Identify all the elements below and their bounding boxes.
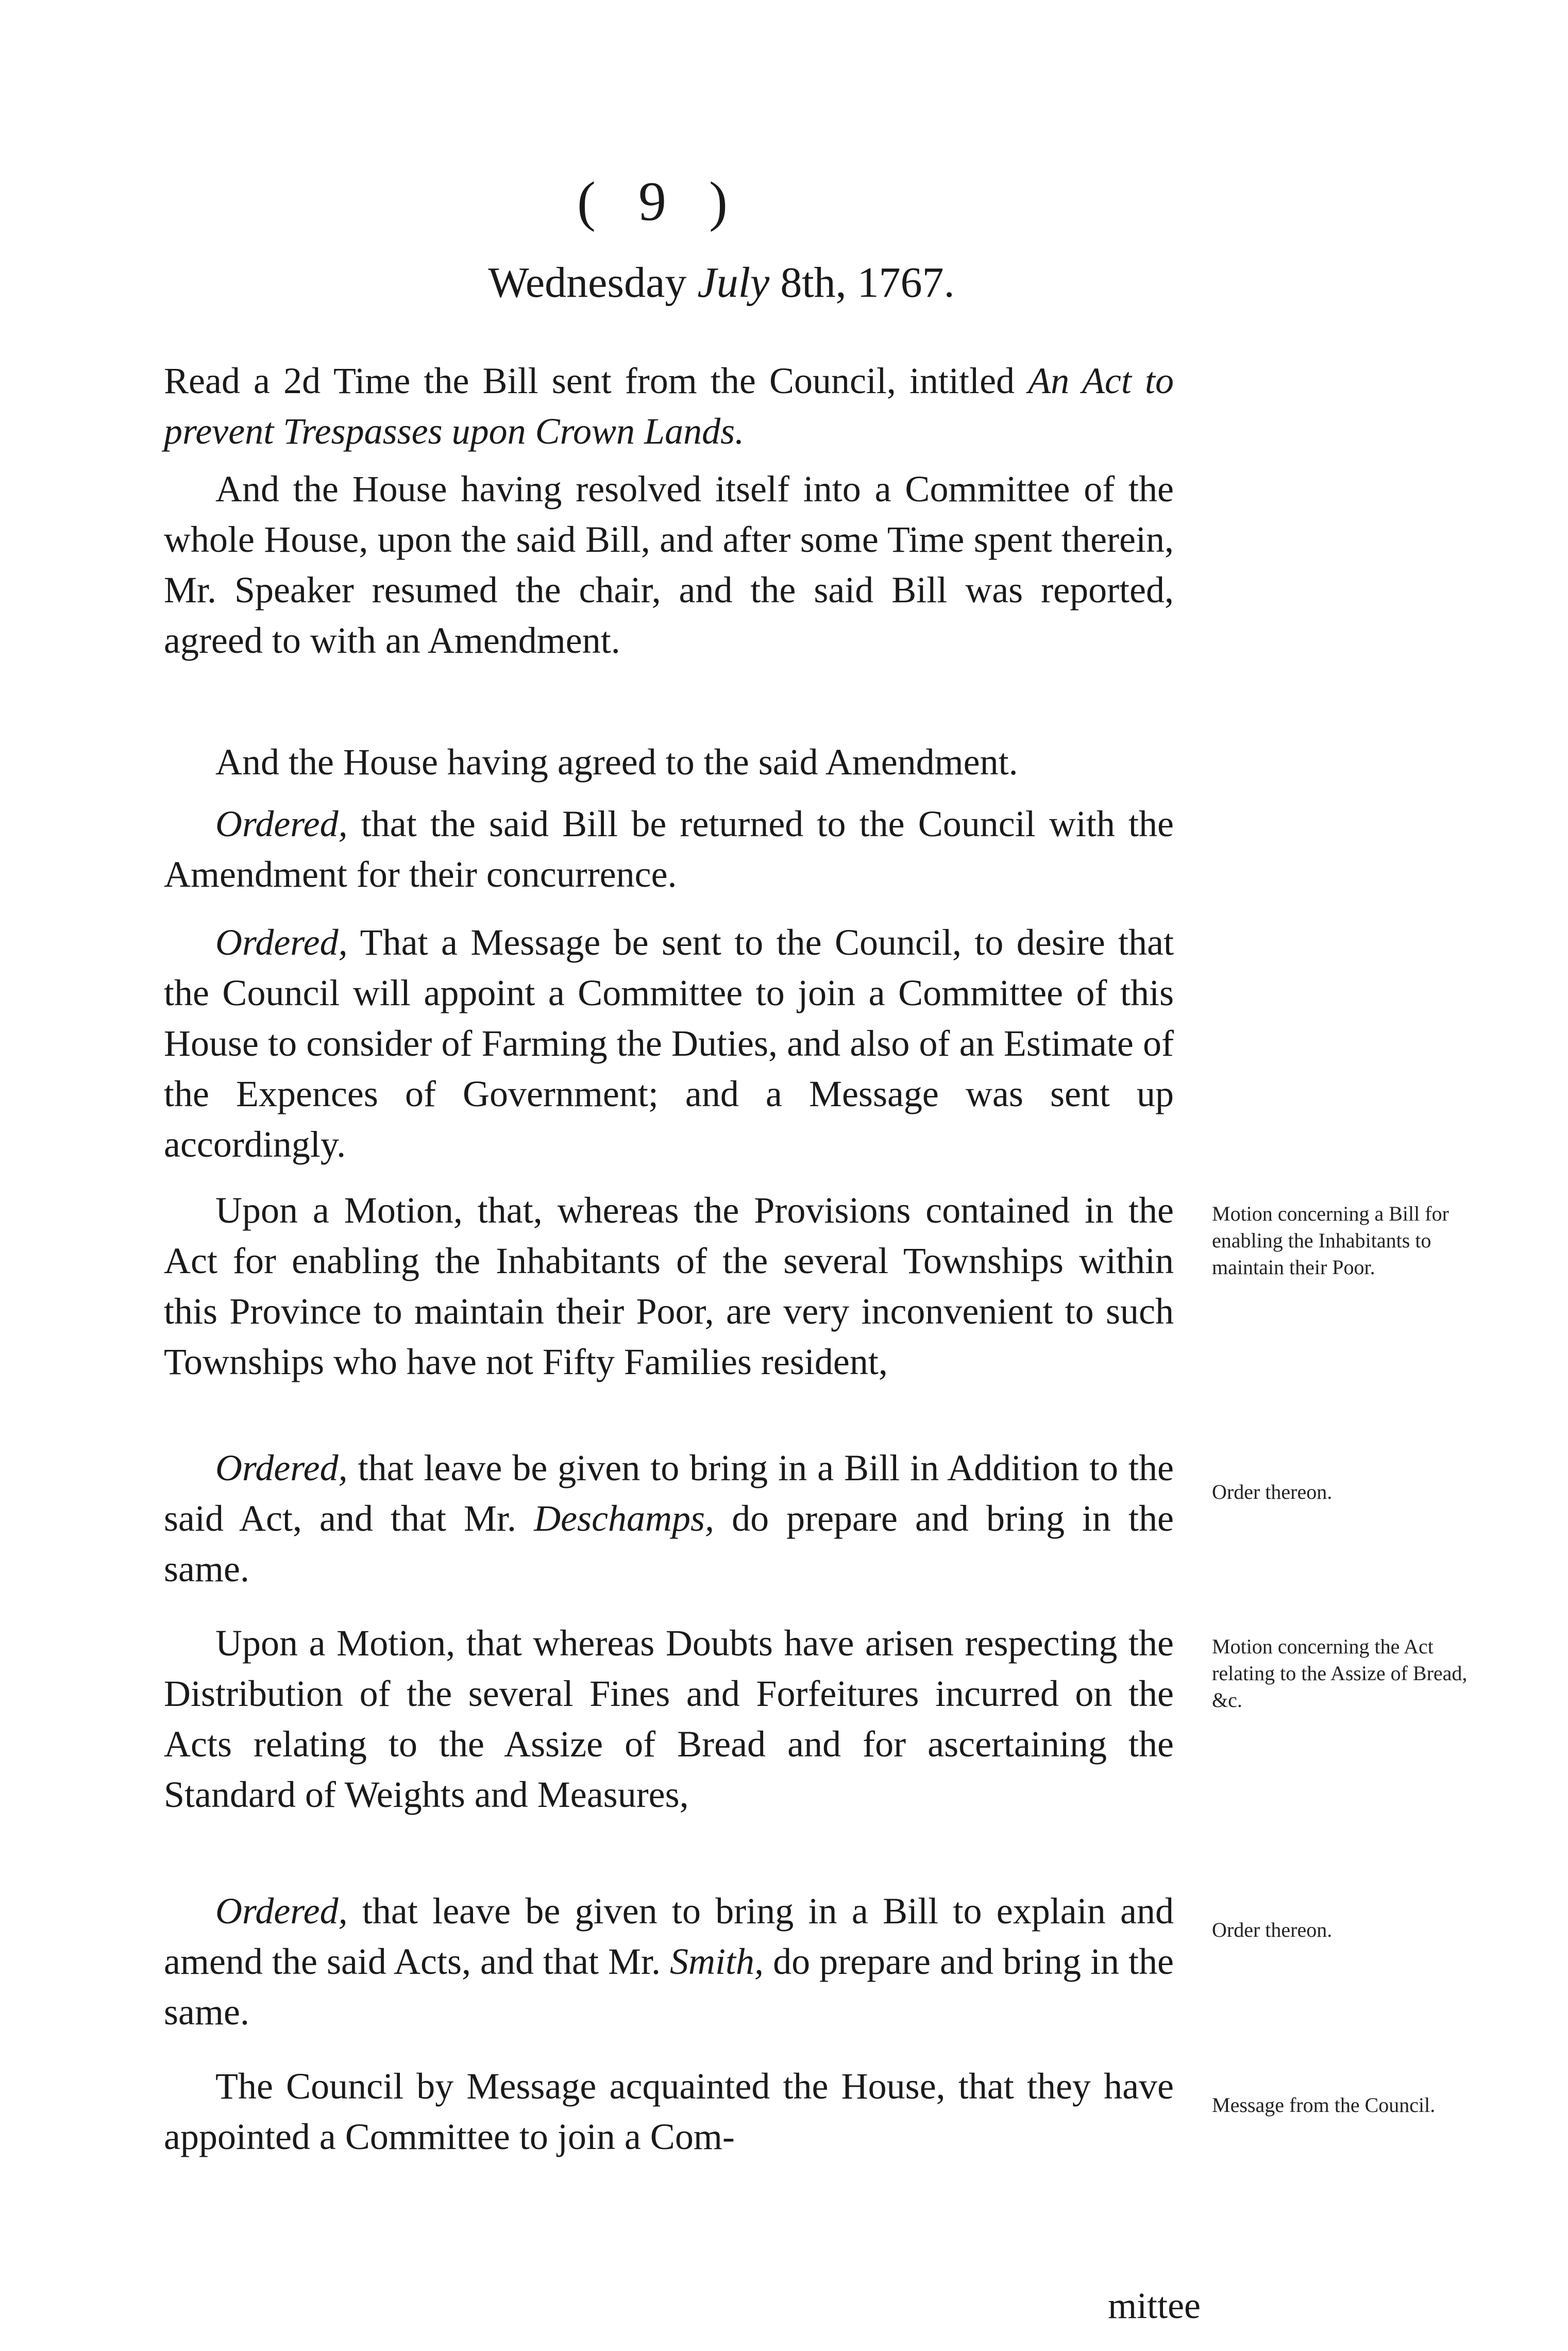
- paragraph-text: that the said Bill be returned to the Council with the Amendment for their concurrence.: [164, 803, 1174, 895]
- page-number: ( 9 ): [577, 171, 742, 232]
- ordered-label: Ordered,: [215, 803, 348, 844]
- paragraph-text: Upon a Motion, that whereas Doubts have arisen respecting the Distribution of the several Fines and Forfeitures incurred on the Acts relating to the Assize of Bread and for ascertaining the Standard of Weights and Measures,: [164, 1622, 1174, 1815]
- ordered-label: Ordered,: [215, 922, 348, 963]
- paragraph-text: And the House having resolved itself into a Committee of the whole House, upon the said Bill, and after some Time spent therein, Mr. Speaker resumed the chair, and the said Bill was reported, agreed to with an Amendment.: [164, 468, 1174, 661]
- paragraph-order-deschamps: [164, 1443, 1174, 1594]
- paragraph-order-message: [164, 917, 1174, 1170]
- date-rest: 8th, 1767.: [769, 259, 955, 307]
- member-name: Deschamps,: [534, 1498, 715, 1539]
- paragraph-text: that leave be given to bring in a Bill to explain and amend the said Acts, and that Mr.: [164, 1890, 1174, 1982]
- paragraph-order-return: [164, 799, 1174, 900]
- act-title: An Act to prevent Trespasses upon Crown Lands.: [164, 360, 1174, 452]
- paragraph-text: do prepare and bring in the same.: [164, 1941, 1174, 2033]
- paragraph-order-smith: [164, 1886, 1174, 2037]
- ordered-label: Ordered,: [215, 1447, 348, 1489]
- margin-note-order-2: Order thereon.: [1212, 1918, 1333, 1941]
- margin-note-order-1: Order thereon.: [1212, 1480, 1333, 1503]
- paragraph-amendment-agreed: [164, 737, 1174, 787]
- catchword: mittee: [1108, 2285, 1201, 2326]
- paragraph-text: And the House having agreed to the said Amendment.: [215, 741, 1018, 783]
- margin-note-poor: Motion concerning a Bill for enabling the Inhabitants to maintain their Poor.: [1212, 1202, 1449, 1279]
- paragraph-motion-poor: [164, 1185, 1174, 1387]
- paragraph-motion-assize: [164, 1618, 1174, 1820]
- paragraph-text: Read a 2d Time the Bill sent from the Council, intitled: [164, 360, 1029, 401]
- paragraph-second-reading: [164, 356, 1174, 456]
- date-heading: [258, 258, 1185, 308]
- date-prefix: Wednesday: [488, 259, 698, 307]
- date-month: July: [697, 259, 770, 307]
- paragraph-committee: [164, 464, 1174, 666]
- paragraph-text: Upon a Motion, that, whereas the Provisions contained in the Act for enabling the Inhabitants of the several Townships within this Province to maintain their Poor, are very inconvenient to such Townships who have not Fifty Families resident,: [164, 1190, 1174, 1382]
- paragraph-text: do prepare and bring in the same.: [164, 1498, 1174, 1589]
- paragraph-text: The Council by Message acquainted the House, that they have appointed a Committee to join a Com-: [164, 2066, 1174, 2157]
- margin-note-message: Message from the Council.: [1212, 2093, 1436, 2117]
- ordered-label: Ordered,: [215, 1890, 348, 1932]
- paragraph-text: that leave be given to bring in a Bill in Addition to the said Act, and that Mr.: [164, 1447, 1174, 1539]
- paragraph-text: That a Message be sent to the Council, to desire that the Council will appoint a Committee to join a Committee of this House to consider of Farming the Duties, and also of an Estimate of the Expences of Government; and a Message was sent up accordingly.: [164, 922, 1174, 1165]
- member-name: Smith,: [670, 1941, 764, 1982]
- paragraph-council-message: [164, 2061, 1174, 2162]
- margin-note-assize: Motion concerning the Act relating to the Assize of Bread, &c.: [1212, 1635, 1468, 1712]
